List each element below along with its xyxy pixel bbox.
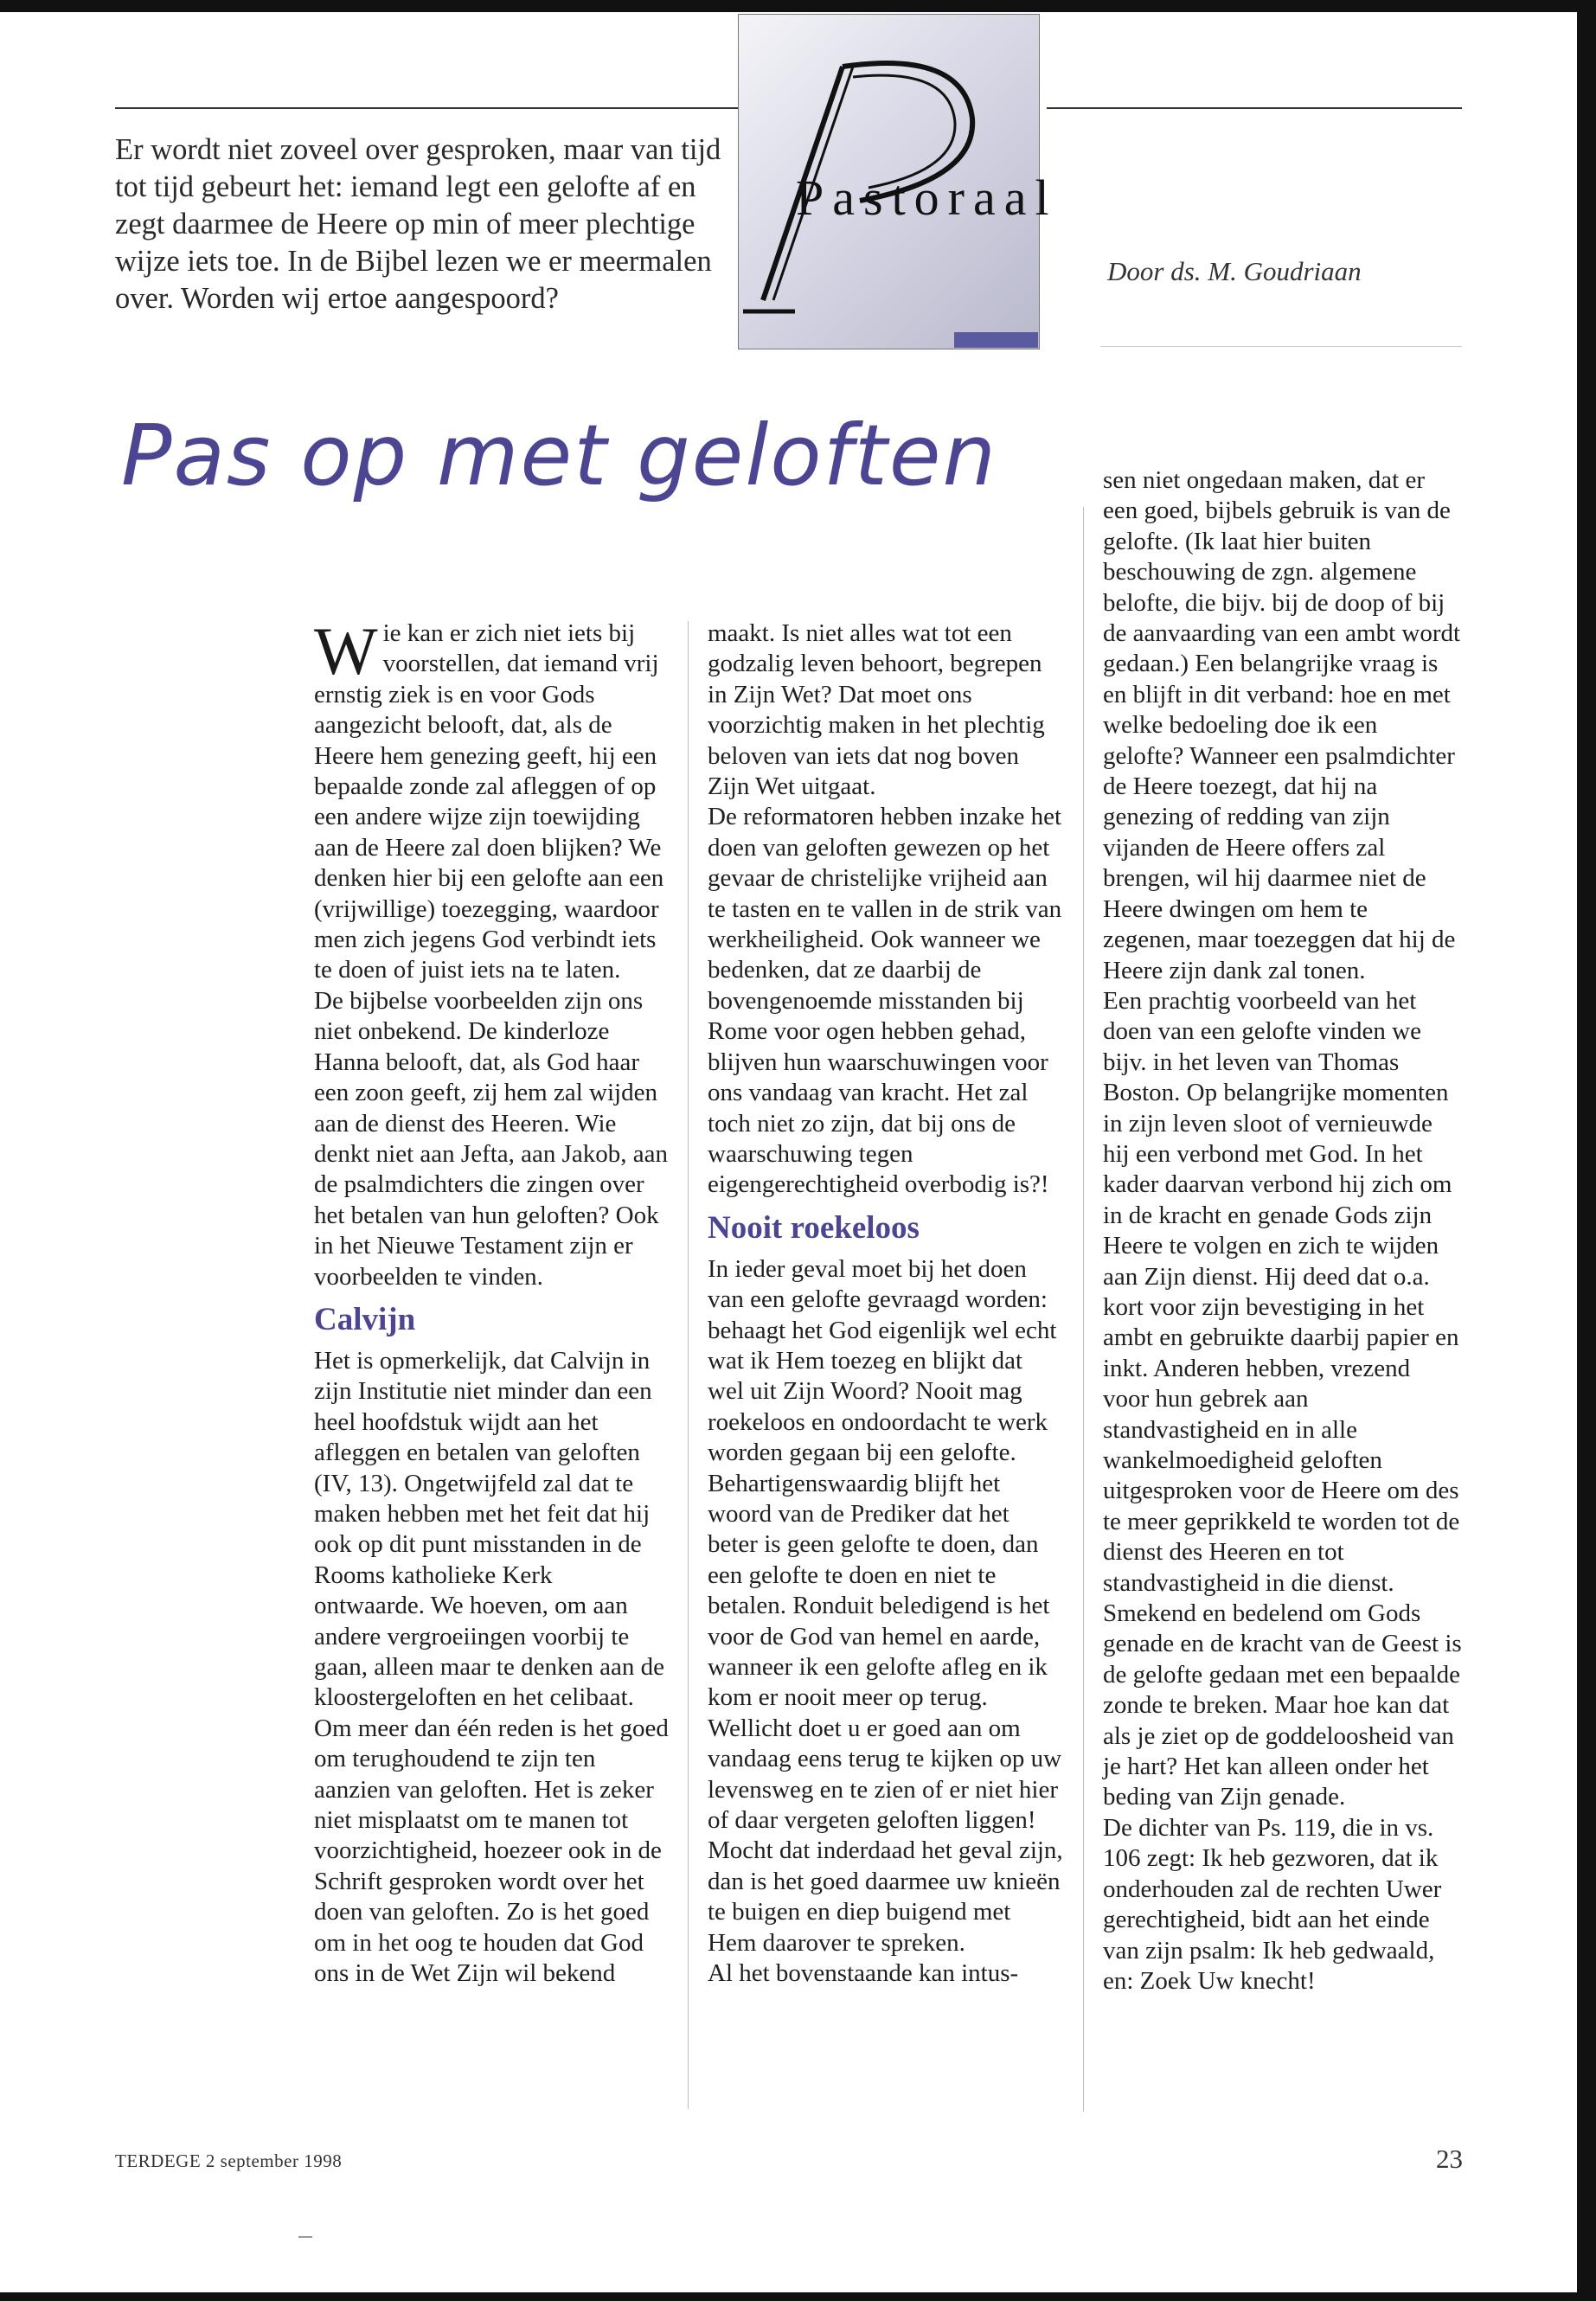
subheading-nooit-roekeloos: Nooit roekeloos [708, 1209, 920, 1246]
article-column-3 [1103, 465, 1462, 1997]
intro-text: Er wordt niet zoveel over gesproken, maar van tijd tot tijd gebeurt het: iemand legt een gelofte af en zegt daarmee de Heere op min of meer plechtige wijze iets toe. In de Bijbel lezen we er meermalen over. Worden wij ertoe aangespoord? [115, 133, 721, 315]
logo-accent-bar [954, 332, 1038, 348]
section-kicker: Pastoraal [796, 170, 1058, 226]
paragraph: maakt. Is niet alles wat tot een godzalig leven behoort, begrepen in Zijn Wet? Dat moet ons voorzichtig maken in het plechtig beloven van iets dat nog boven Zijn Wet uitgaat. [708, 619, 1045, 801]
footer-magazine-issue: TERDEGE 2 september 1998 [115, 2150, 343, 2171]
article-headline: Pas op met geloften [121, 407, 997, 504]
scan-edge-bottom [0, 2292, 1596, 2301]
article-column-2 [708, 619, 1064, 1989]
paragraph: De reformatoren hebben inzake het doen van geloften gewezen op het gevaar de christelijke vrijheid aan te tasten en te vallen in de strik van werkheiligheid. Ook wanneer we bedenken, dat ze daarbij de bovengenoemde misstanden bij Rome voor ogen hebben gehad, blijven hun waarschuwingen voor ons vandaag van kracht. Het zal toch niet zo zijn, dat bij ons de waarschuwing tegen eigengerechtigheid overbodig is?! [708, 803, 1062, 1199]
scan-edge-top [0, 0, 1596, 12]
article-column-1 [314, 613, 669, 1989]
paragraph: De dichter van Ps. 119, die in vs. 106 zegt: Ik heb gezworen, dat ik onderhouden zal de rechten Uwer gerechtigheid, bidt aan het einde van zijn psalm: Ik heb gedwaald, en: Zoek Uw knecht! [1103, 1813, 1442, 1995]
author-byline: Door ds. M. Goudriaan [1107, 256, 1362, 286]
page-number: 23 [1436, 2144, 1463, 2174]
header-rule-right [1047, 107, 1462, 109]
column-rule [688, 621, 689, 2109]
column-rule [1083, 507, 1084, 2112]
paragraph: Wie kan er zich niet iets bij voorstellen, dat iemand vrij ernstig ziek is en voor Gods aangezicht belooft, dat, als de Heere hem genezing geeft, hij een bepaalde zonde zal afleggen of op een andere wijze zijn toewijding aan de Heere zal doen blijken? We denken hier bij een gelofte aan een (vrijwillige) toezegging, waardoor men zich jegens God verbindt iets te doen of juist iets na te laten. [314, 613, 664, 984]
header-rule-left [115, 107, 740, 109]
drop-cap: W [314, 613, 378, 689]
paragraph: Een prachtig voorbeeld van het doen van een gelofte vinden we bijv. in het leven van Thomas Boston. Op belangrijke momenten in zijn leven sloot of vernieuwde hij een verbond met God. In het kader daarvan verbond hij zich om in de kracht en genade Gods zijn Heere te volgen en zich te wijden aan Zijn dienst. Hij deed dat o.a. kort voor zijn bevestiging in het ambt en gebruikte daarbij papier en inkt. Anderen hebben, vrezend voor hun gebrek aan standvastigheid en in alle wankelmoedigheid geloften uitgesproken voor de Heere om des te meer geprikkeld te worden tot de dienst des Heeren en tot standvastigheid in die dienst. Smekend en bedelend om Gods genade en de kracht van de Geest is de gelofte gedaan met een bepaalde zonde te breken. Maar hoe kan dat als je ziet op de goddeloosheid van je hart? Het kan alleen onder het beding van Zijn genade. [1103, 986, 1462, 1811]
scan-edge-right [1577, 0, 1596, 2301]
paragraph: Het is opmerkelijk, dat Calvijn in zijn Institutie niet minder dan een heel hoofdstuk wijdt aan het afleggen en betalen van geloften (IV, 13). Ongetwijfeld zal dat te maken hebben met het feit dat hij ook op dit punt misstanden in de Rooms katholieke Kerk ontwaarde. We hoeven, om aan andere vergroeiingen voorbij te gaan, alleen maar te denken aan de kloostergeloften en het celibaat. Om meer dan één reden is het goed om terughoudend te zijn ten aanzien van geloften. Het is zeker niet misplaatst om te manen tot voorzichtigheid, hoezeer ook in de Schrift gesproken wordt over het doen van geloften. Zo is het goed om in het oog te houden dat God ons in de Wet Zijn wil bekend [314, 1346, 669, 1988]
paragraph: De bijbelse voorbeelden zijn ons niet onbekend. De kinderloze Hanna belooft, dat, als God haar een zoon geeft, zij hem zal wijden aan de dienst des Heeren. Wie denkt niet aan Jefta, aan Jakob, aan de psalmdichters die zingen over het betalen van hun geloften? Ook in het Nieuwe Testament zijn er voorbeelden te vinden. [314, 986, 669, 1291]
paragraph: sen niet ongedaan maken, dat er een goed, bijbels gebruik is van de gelofte. (Ik laat hier buiten beschouwing de zgn. algemene belofte, die bijv. bij de doop of bij de aanvaarding van een ambt wordt gedaan.) Een belangrijke vraag is en blijft in dit verband: hoe en met welke bedoeling doe ik een gelofte? Wanneer een psalmdichter de Heere toezegt, dat hij na genezing of redding van zijn vijanden de Heere offers zal brengen, wil hij daarmee niet de Heere dwingen om hem te zegenen, maar toezeggen dat hij de Heere zijn dank zal tonen. [1103, 466, 1461, 984]
byline-rule [1100, 346, 1462, 347]
scan-mark [298, 2236, 312, 2238]
paragraph: In ieder geval moet bij het doen van een gelofte gevraagd worden: behaagt het God eigenlijk wel echt wat ik Hem toezeg en blijkt dat wel uit Zijn Woord? Nooit mag roekeloos en ondoordacht te werk worden gegaan bij een gelofte. Behartigenswaardig blijft het woord van de Prediker dat het beter is geen gelofte te doen, dan een gelofte te doen en niet te betalen. Ronduit beledigend is het voor de God van hemel en aarde, wanneer ik een gelofte afleg en ik kom er nooit meer op terug. Wellicht doet u er goed aan om vandaag eens terug te kijken op uw levensweg en te zien of er niet hier of daar vergeten geloften liggen! Mocht dat inderdaad het geval zijn, dan is het goed daarmee uw knieën te buigen en diep buigend met Hem daarover te spreken. [708, 1254, 1063, 1957]
paragraph: Al het bovenstaande kan intus- [708, 1959, 1019, 1988]
subheading-calvijn: Calvijn [314, 1301, 416, 1337]
